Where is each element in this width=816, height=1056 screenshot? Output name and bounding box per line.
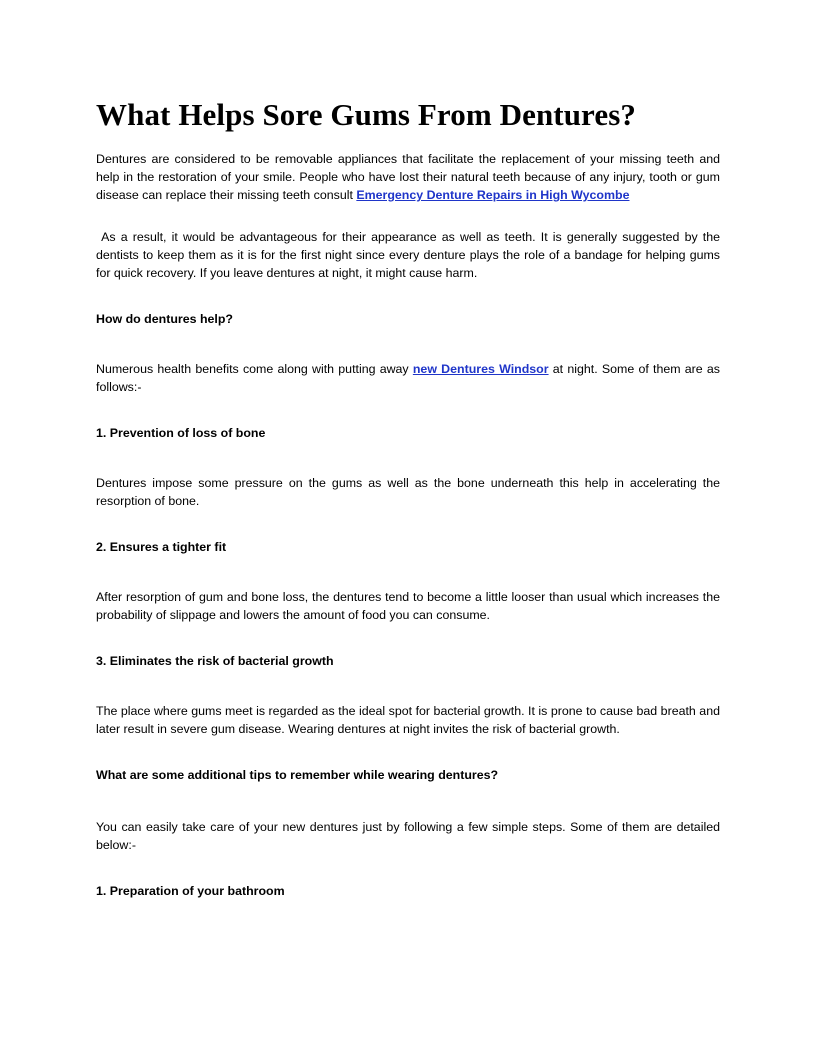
spacer <box>96 784 720 818</box>
spacer <box>96 442 720 474</box>
emergency-denture-repairs-link[interactable]: Emergency Denture Repairs in High Wycombe <box>356 188 630 202</box>
benefits-text-after: at night. Some of them are as follows:- <box>96 362 720 394</box>
benefits-text-before: Numerous health benefits come along with putting away <box>96 362 413 376</box>
spacer <box>96 510 720 538</box>
spacer <box>96 396 720 424</box>
intro-paragraph <box>96 150 720 204</box>
spacer <box>96 738 720 766</box>
spacer <box>96 282 720 310</box>
spacer <box>96 556 720 588</box>
paragraph-gum-resorption: After resorption of gum and bone loss, the dentures tend to become a little looser than usual which increases the probability of slippage and lowers the amount of food you can consume. <box>96 590 720 622</box>
paragraph-result: As a result, it would be advantageous for their appearance as well as teeth. It is generally suggested by the dentists to keep them as it is for the first night since every denture plays the role of a bandage for helping gums for quick recovery. If you leave dentures at night, it might cause harm. <box>96 230 724 280</box>
spacer <box>96 624 720 652</box>
document-page <box>96 96 724 900</box>
subheading-tighter-fit: 2. Ensures a tighter fit <box>96 540 227 554</box>
section-heading-how-dentures-help: How do dentures help? <box>96 312 233 326</box>
document-title: What Helps Sore Gums From Dentures? <box>96 97 636 132</box>
subheading-prevention-bone-loss: 1. Prevention of loss of bone <box>96 426 266 440</box>
spacer <box>96 328 720 360</box>
spacer <box>96 204 720 228</box>
paragraph-health-benefits <box>96 360 720 396</box>
subheading-bathroom-preparation: 1. Preparation of your bathroom <box>96 884 285 898</box>
paragraph-bacterial-growth: The place where gums meet is regarded as the ideal spot for bacterial growth. It is prone to cause bad breath and later result in severe gum disease. Wearing dentures at night invites the risk of bacterial growth. <box>96 704 720 736</box>
new-dentures-windsor-link[interactable]: new Dentures Windsor <box>412 362 549 376</box>
paragraph-care-steps: You can easily take care of your new dentures just by following a few simple steps. Some of them are detailed below:- <box>96 820 720 852</box>
spacer <box>96 670 720 702</box>
intro-text: Dentures are considered to be removable appliances that facilitate the replacement of your missing teeth and help in the restoration of your smile. People who have lost their natural teeth because of any injury, tooth or gum disease can replace their missing teeth consult <box>96 152 720 202</box>
paragraph-bone-resorption: Dentures impose some pressure on the gums as well as the bone underneath this help in accelerating the resorption of bone. <box>96 476 720 508</box>
spacer <box>96 854 720 882</box>
section-heading-additional-tips: What are some additional tips to remember while wearing dentures? <box>96 768 499 782</box>
subheading-bacterial-growth: 3. Eliminates the risk of bacterial growth <box>96 654 334 668</box>
